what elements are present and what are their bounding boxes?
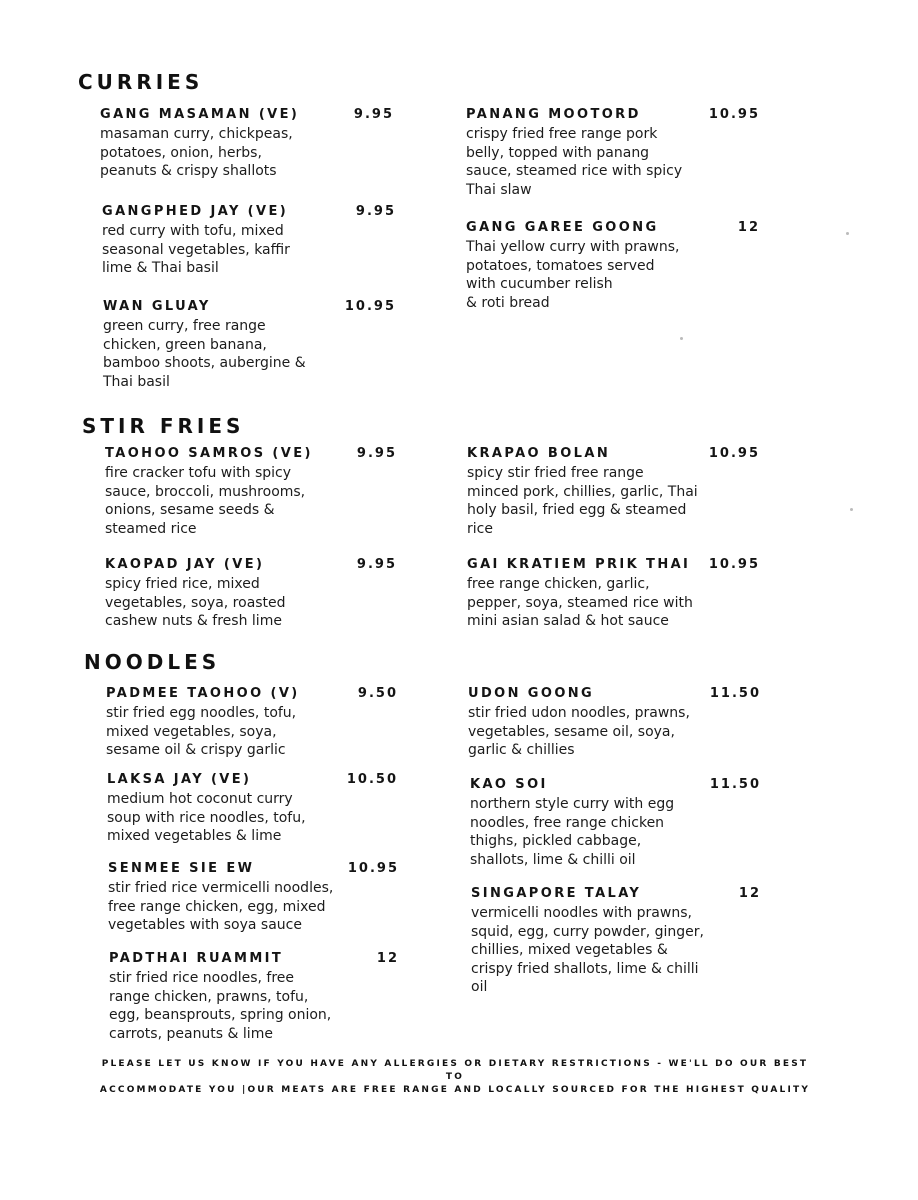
allergy-notice bbox=[90, 1058, 820, 1097]
item-name: WAN GLUAY bbox=[103, 299, 211, 314]
section-title-curries: CURRIES bbox=[78, 70, 204, 94]
item-name: TAOHOO SAMROS (VE) bbox=[105, 446, 313, 461]
menu-item bbox=[100, 107, 394, 181]
scan-speck bbox=[846, 232, 849, 235]
scan-speck bbox=[680, 337, 683, 340]
menu-item bbox=[467, 557, 760, 631]
item-price: 9.95 bbox=[353, 107, 394, 122]
item-name: KRAPAO BOLAN bbox=[467, 446, 611, 461]
item-price: 12 bbox=[738, 886, 761, 901]
item-description: fire cracker tofu with spicy sauce, broccoli, mushrooms, onions, sesame seeds & steamed rice bbox=[105, 465, 306, 537]
menu-item bbox=[466, 107, 760, 199]
item-description: red curry with tofu, mixed seasonal vegetables, kaffir lime & Thai basil bbox=[102, 223, 290, 277]
section-title-stir-fries: STIR FRIES bbox=[82, 414, 245, 438]
item-description: medium hot coconut curry soup with rice noodles, tofu, mixed vegetables & lime bbox=[107, 791, 306, 845]
menu-item bbox=[106, 686, 398, 760]
item-description: crispy fried free range pork belly, topped with panang sauce, steamed rice with spicy Thai slaw bbox=[466, 126, 683, 198]
menu-item bbox=[470, 777, 761, 869]
menu-item bbox=[105, 446, 397, 538]
menu-item bbox=[109, 951, 399, 1043]
item-price: 10.95 bbox=[708, 446, 760, 461]
item-price: 10.95 bbox=[708, 557, 760, 572]
item-name: UDON GOONG bbox=[468, 686, 595, 701]
item-name: GAI KRATIEM PRIK THAI bbox=[467, 557, 691, 572]
menu-item bbox=[102, 204, 396, 278]
item-description: northern style curry with egg noodles, free range chicken thighs, pickled cabbage, shallots, lime & chilli oil bbox=[470, 796, 675, 868]
section-title-noodles: NOODLES bbox=[84, 650, 221, 674]
scan-speck bbox=[850, 508, 853, 511]
item-name: KAOPAD JAY (VE) bbox=[105, 557, 265, 572]
allergy-notice-line-1: PLEASE LET US KNOW IF YOU HAVE ANY ALLERGIES OR DIETARY RESTRICTIONS - WE'LL DO OUR BEST TO bbox=[101, 1059, 809, 1082]
menu-item bbox=[105, 557, 397, 631]
item-name: GANG GAREE GOONG bbox=[466, 220, 659, 235]
item-price: 12 bbox=[737, 220, 760, 235]
menu-item bbox=[107, 772, 398, 846]
item-price: 12 bbox=[376, 951, 399, 966]
item-name: PANANG MOOTORD bbox=[466, 107, 641, 122]
item-description: green curry, free range chicken, green banana, bamboo shoots, aubergine & Thai basil bbox=[103, 318, 306, 390]
allergy-notice-line-2: ACCOMMODATE YOU |OUR MEATS ARE FREE RANGE AND LOCALLY SOURCED FOR THE HIGHEST QUALITY bbox=[99, 1085, 811, 1095]
menu-item bbox=[467, 446, 760, 538]
item-description: stir fried udon noodles, prawns, vegetables, sesame oil, soya, garlic & chillies bbox=[468, 705, 690, 759]
item-price: 10.95 bbox=[344, 299, 396, 314]
item-name: PADTHAI RUAMMIT bbox=[109, 951, 284, 966]
item-description: spicy fried rice, mixed vegetables, soya, roasted cashew nuts & fresh lime bbox=[105, 576, 286, 630]
menu-item bbox=[471, 886, 761, 997]
item-name: LAKSA JAY (VE) bbox=[107, 772, 252, 787]
item-price: 10.95 bbox=[347, 861, 399, 876]
item-description: vermicelli noodles with prawns, squid, egg, curry powder, ginger, chillies, mixed vegetables & crispy fried shallots, lime & chilli oil bbox=[471, 905, 705, 996]
item-description: stir fried rice noodles, free range chicken, prawns, tofu, egg, beansprouts, spring onion, carrots, peanuts & lime bbox=[109, 970, 332, 1042]
item-description: stir fried rice vermicelli noodles, free range chicken, egg, mixed vegetables with soya sauce bbox=[108, 880, 334, 934]
item-name: SINGAPORE TALAY bbox=[471, 886, 642, 901]
item-description: free range chicken, garlic, pepper, soya, steamed rice with mini asian salad & hot sauce bbox=[467, 576, 693, 630]
item-price: 9.50 bbox=[357, 686, 398, 701]
item-description: masaman curry, chickpeas, potatoes, onion, herbs, peanuts & crispy shallots bbox=[100, 126, 293, 180]
item-name: GANG MASAMAN (VE) bbox=[100, 107, 300, 122]
item-price: 9.95 bbox=[356, 557, 397, 572]
item-name: SENMEE SIE EW bbox=[108, 861, 255, 876]
item-price: 10.95 bbox=[708, 107, 760, 122]
item-price: 9.95 bbox=[356, 446, 397, 461]
item-description: Thai yellow curry with prawns, potatoes, tomatoes served with cucumber relish & roti bread bbox=[466, 239, 680, 311]
item-description: stir fried egg noodles, tofu, mixed vegetables, soya, sesame oil & crispy garlic bbox=[106, 705, 297, 759]
item-price: 11.50 bbox=[709, 686, 761, 701]
item-price: 11.50 bbox=[709, 777, 761, 792]
menu-item bbox=[468, 686, 761, 760]
menu-item bbox=[466, 220, 760, 312]
item-name: PADMEE TAOHOO (V) bbox=[106, 686, 300, 701]
menu-item bbox=[103, 299, 396, 391]
item-price: 10.50 bbox=[346, 772, 398, 787]
item-name: KAO SOI bbox=[470, 777, 548, 792]
menu-item bbox=[108, 861, 399, 935]
item-price: 9.95 bbox=[355, 204, 396, 219]
item-name: GANGPHED JAY (VE) bbox=[102, 204, 289, 219]
item-description: spicy stir fried free range minced pork, chillies, garlic, Thai holy basil, fried egg & steamed rice bbox=[467, 465, 698, 537]
